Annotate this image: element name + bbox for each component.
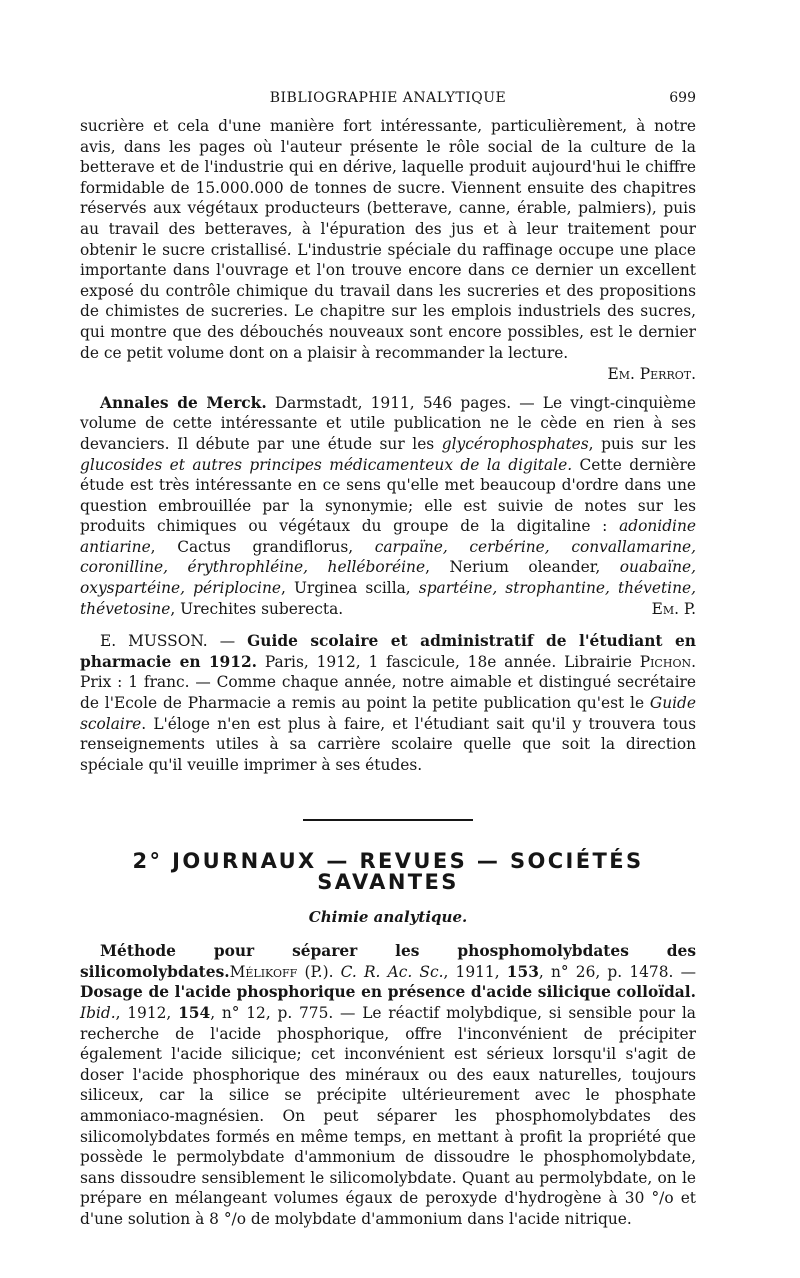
entry-text: , 1912,	[115, 1003, 179, 1022]
entry-text: , n° 26, p. 1478. —	[538, 962, 696, 981]
entry-italic: ouabaïne, oxyspartéine, périplocine	[80, 558, 696, 598]
entry-author: E. MUSSON. —	[100, 632, 248, 651]
running-title: BIBLIOGRAPHIE ANALYTIQUE	[269, 90, 507, 106]
entry-text: . L'éloge n'en est plus à faire, et l'étudiant sait qu'il y trouvera tous renseignements utiles à sa carrière scolaire quelle que soit la direction spéciale qu'il veuille imprimer à ses études.	[80, 714, 696, 774]
entry-publisher: Pichon	[639, 652, 692, 671]
entry-text: , puis sur les	[588, 434, 696, 453]
entry-italic: carpaïne, cerbérine, convallamarine, coronilline, érythrophléine, helléboréine	[80, 537, 696, 577]
signature-em-p: Em. P.	[651, 599, 696, 618]
page-number: 699	[669, 90, 696, 106]
entry-melikoff	[80, 941, 696, 1229]
entry-text: , Urginea scilla,	[280, 579, 419, 598]
signature-perrot: Em. Perrot.	[607, 365, 696, 384]
entry-italic: glucosides et autres principes médicamenteux de la digitale.	[80, 455, 573, 474]
entry-text: , n° 12, p. 775. — Le réactif molybdique, si sensible pour la recherche de l'acide phosphorique, offre l'inconvénient de précipiter également l'acide silicique; cet inconvénient est sérieux lorsqu'il s'agit de doser l'acide phosphorique des minéraux ou des eaux naturelles, toujours siliceux, car la silice se précipite ultérieurement avec le phosphate ammoniaco-magnésien. On peut séparer les phosphomolybdates des silicomolybdates formés en même temps, en mettant à profit la propriété que possède le permolybdate d'ammonium de dissoudre le phosphomolybdate, sans dissoudre sensiblement le silicomolybdate. Quant au permolybdate, on le prépare en mélangeant volumes égaux de peroxyde d'hydrogène à 30 °/o et d'une solution à 8 °/o de molybdate d'ammonium dans l'acide nitrique.	[80, 1003, 696, 1228]
entry-italic: adonidine antiarine	[80, 517, 696, 556]
entry-text: , 1911,	[443, 962, 507, 981]
entry-italic: Guide scolaire	[80, 694, 696, 733]
entry-text: , Nerium oleander,	[425, 558, 620, 577]
entry-title: Méthode pour séparer les phosphomolybdates des silicomolybdates.	[80, 942, 696, 981]
entry-volume: 154	[178, 1003, 211, 1022]
entry-italic: glycérophosphates	[441, 434, 589, 453]
entry-text: Darmstadt, 1911, 546 pages. — Le vingt-cinquième volume de cette intéressante et utile publication ne le cède en rien à ses devanciers. Il débute par une étude sur les	[80, 393, 696, 453]
section-title: 2° JOURNAUX — REVUES — SOCIÉTÉS SAVANTES	[132, 849, 644, 894]
entry-journal: C. R. Ac. Sc.	[340, 962, 444, 981]
entry-author: Mélikoff	[229, 962, 298, 981]
entry-title: Dosage de l'acide phosphorique en présence d'acide silicique colloïdal.	[80, 983, 696, 1002]
entry-text: . Prix : 1 franc. — Comme chaque année, notre aimable et distingué secrétaire de l'Ecole de Pharmacie a remis au point la petite publication qu'est le	[80, 652, 696, 713]
entry-text: Paris, 1912, 1 fascicule, 18e année. Librairie	[257, 652, 640, 671]
entry-title: Guide scolaire et administratif de l'étudiant en pharmacie en 1912.	[80, 632, 696, 671]
entry-text: (P.).	[297, 962, 341, 981]
entry-musson	[80, 631, 696, 775]
entry-journal: Ibid.	[80, 1003, 116, 1022]
entry-text: , Cactus grandiflorus,	[150, 537, 375, 556]
paragraph-sugar-review: sucrière et cela d'une manière fort intéressante, particulièrement, à notre avis, dans les pages où l'auteur présente le rôle social de la culture de la betterave et de l'industrie qui en dérive, laquelle produit aujourd'hui le chiffre formidable de 15.000.000 de tonnes de sucre. Viennent ensuite des chapitres réservés aux végétaux producteurs (betterave, canne, érable, palmiers), puis au travail des betteraves, à l'épuration des jus et à leur traitement pour obtenir le sucre cristallisé. L'industrie spéciale du raffinage occupe une place importante dans l'ouvrage et l'on trouve encore dans ce dernier un excellent exposé du contrôle chimique du travail dans les sucreries et des propositions de chimistes de sucreries. Le chapitre sur les emplois industriels des sucres, qui montre que des débouchés nouveaux sont encore possibles, est le dernier de ce petit volume dont on a plaisir à recommander la lecture.	[80, 117, 696, 362]
running-head	[80, 88, 696, 112]
entry-text: , Urechites suberecta.	[170, 599, 344, 618]
entry-annales-merck	[80, 393, 696, 620]
section-divider	[303, 819, 473, 821]
entry-volume: 153	[506, 962, 539, 981]
section-subtitle: Chimie analytique.	[308, 907, 468, 926]
document-page	[80, 88, 696, 1230]
entry-text: Cette dernière étude est très intéressante en ce sens qu'elle met beaucoup d'ordre dans une question embrouillée par la synonymie; elle est suivie de notes sur les produits chimiques ou végétaux du groupe de la digitaline :	[80, 455, 696, 536]
entry-italic: spartéine, strophantine, thévetine, thévetosine	[80, 579, 696, 618]
entry-title: Annales de Merck.	[100, 393, 267, 412]
